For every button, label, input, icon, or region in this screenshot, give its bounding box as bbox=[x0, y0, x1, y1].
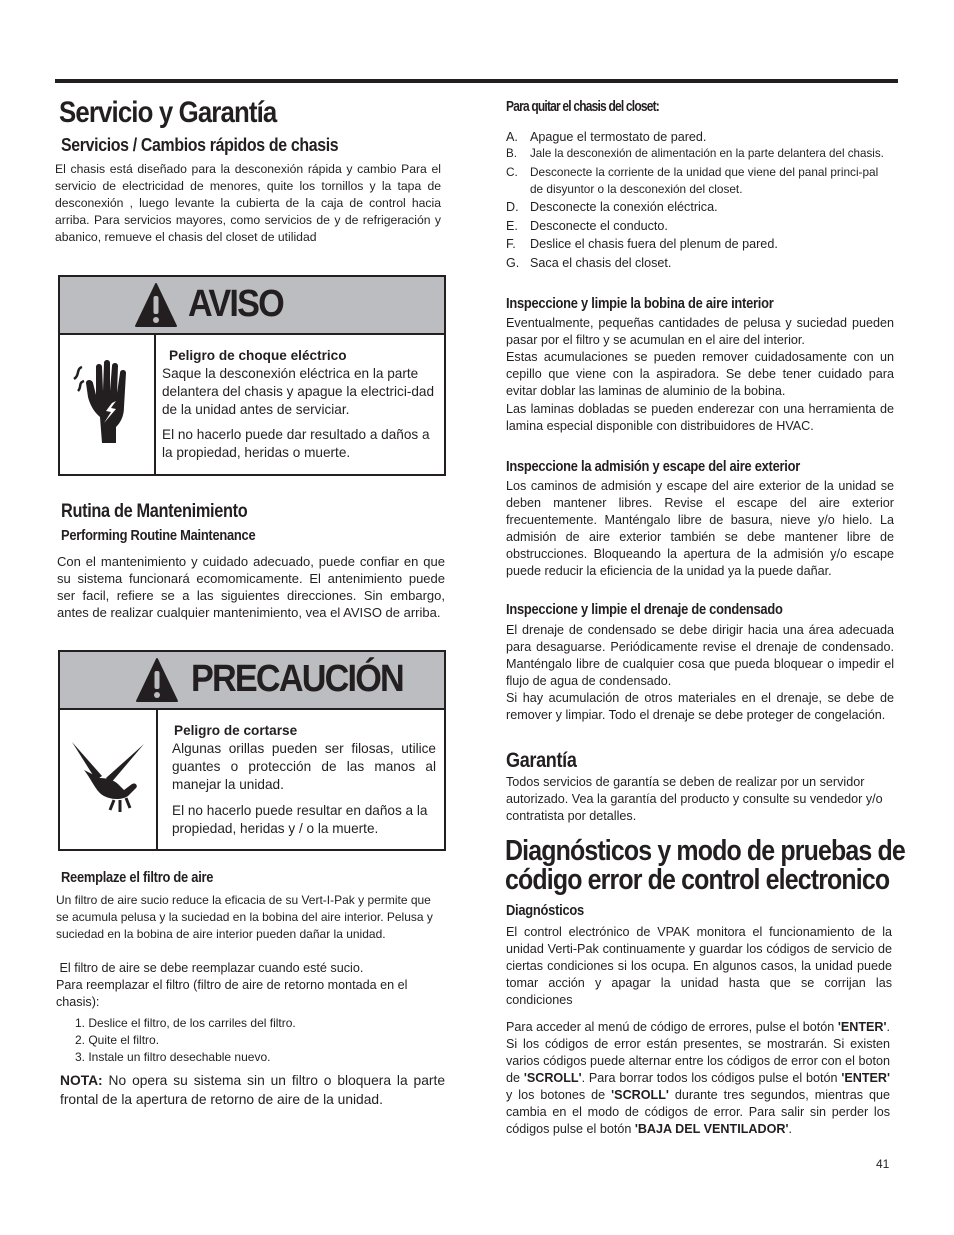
chasis-step: G. Saca el chasis del closet. bbox=[506, 255, 672, 270]
aviso-icon-cell bbox=[60, 335, 156, 474]
chasis-step: D. Desconecte la conexión eléctrica. bbox=[506, 200, 718, 215]
admision-text: Los caminos de admisión y escape del aire exterior de la unidad se deben mantener libres. Revise el escape del aire exterior frecuentemente. Manténgalo libre de basura, nieve y/o hielo. La admisión de aire exterior también se debe mantener libre de obstrucciones. Bloqueando la apertura de la admisión y/o escape puede reducir la eficiencia de la unidad ya la puede dañar. bbox=[506, 479, 894, 578]
filtro-text-1: Un filtro de aire sucio reduce la eficacia de su Vert-I-Pak y permite que se acumula pelusa y la suciedad en la bobina del aire interior. Pelusa y suciedad en la bobina de aire interior pueden dañar la unidad. bbox=[56, 893, 433, 941]
aviso-text-2: El no hacerlo puede dar resultado a daños a la propiedad, heridas o muerte. bbox=[162, 427, 430, 460]
rutina-subheading: Performing Routine Maintenance bbox=[61, 527, 256, 544]
chasis-step: E. Desconecte el conducto. bbox=[506, 218, 668, 233]
diag-text-2: Para acceder al menú de código de errores, pulse el botón 'ENTER'. Si los códigos de error están presentes, se mostrarán. Si existen varios códigos puede alternar entre los códigos de error con el boton de 'SCROLL'. Para borrar todos los códigos pulse el botón 'ENTER' y los botones de 'SCROLL' durante tres segundos, mientras que cambia en el modo de códigos de error. Para salir sin perder los códigos pulse el botón 'BAJA DEL VENTILADOR'. bbox=[506, 1020, 890, 1136]
quick-service-text: El chasis está diseñado para la desconexión rápida y cambio Para el servicio de electricidad de menores, quite los tornillos y la tapa de desconexión , luego levante la cubierta de la caja de control hacia arriba. Para servicios mayores, como servicios de y de refrigeración y abanico, remueve el chasis del closet de utilidad bbox=[55, 162, 441, 244]
aviso-label: Peligro de choque eléctrico bbox=[169, 348, 347, 363]
baja-ventilador-key-label: 'BAJA DEL VENTILADOR' bbox=[634, 1122, 789, 1136]
scroll-key-label: 'SCROLL' bbox=[523, 1071, 582, 1085]
warning-triangle-icon bbox=[134, 282, 178, 328]
diag-heading-line-2: código error de control electronico bbox=[505, 864, 890, 896]
diag-subheading: Diagnósticos bbox=[506, 902, 584, 919]
aviso-banner bbox=[60, 277, 444, 335]
enter-key-label: 'ENTER' bbox=[837, 1020, 887, 1034]
diag-heading-line-1: Diagnósticos y modo de pruebas de bbox=[505, 835, 905, 867]
page-title: Servicio y Garantía bbox=[59, 96, 277, 129]
drenaje-text-2: Si hay acumulación de otros materiales en el drenaje, se debe de remover y limpiar. Todo el drenaje se debe proteger de congelación. bbox=[506, 691, 894, 722]
filtro-text-3: Para reemplazar el filtro (filtro de aire de retorno montada en el chasis): bbox=[56, 978, 408, 1009]
precaucion-text-2: El no hacerlo puede resultar en daños a la propiedad, heridas y / o la muerte. bbox=[172, 803, 428, 836]
precaucion-label: Peligro de cortarse bbox=[174, 723, 298, 738]
drenaje-heading: Inspeccione y limpie el drenaje de condensado bbox=[506, 601, 783, 618]
garantia-heading: Garantía bbox=[506, 749, 577, 772]
aviso-title: AVISO bbox=[188, 283, 283, 325]
aviso-warning-box bbox=[58, 275, 446, 476]
quick-service-heading: Servicios / Cambios rápidos de chasis bbox=[61, 134, 339, 155]
chasis-step: B. Jale la desconexión de alimentación en la parte delantera del chasis. bbox=[506, 147, 884, 161]
warning-triangle-icon bbox=[135, 657, 179, 703]
precaucion-title: PRECAUCIÓN bbox=[191, 658, 403, 700]
bobina-text-2: Estas acumulaciones se pueden remover cuidadosamente con un cepillo que viene con la aspiradora. Se debe tener cuidado para evitar doblar las laminas de aluminio de la bobina. bbox=[506, 350, 894, 398]
precaucion-body bbox=[172, 722, 436, 838]
filtro-step: 2. Quite el filtro. bbox=[75, 1033, 160, 1047]
filtro-heading: Reemplaze el filtro de aire bbox=[61, 869, 214, 886]
chasis-heading: Para quitar el chasis del closet: bbox=[506, 98, 660, 115]
chasis-step: C. Desconecte la corriente de la unidad que viene del panal princi-pal de disyuntor o la desconexión del closet. bbox=[506, 165, 879, 197]
chasis-step: A. Apague el termostato de pared. bbox=[506, 130, 707, 144]
page-number: 41 bbox=[876, 1157, 890, 1171]
filtro-note bbox=[60, 1071, 445, 1109]
bobina-text-1: Eventualmente, pequeñas cantidades de pelusa y suciedad pueden pasar por el filtro y se acumulan en el aire del interior. bbox=[506, 316, 894, 347]
drenaje-text-1: El drenaje de condensado se debe dirigir hacia una área adecuada para desaguarse. Periódicamente revise el drenaje de condensado. Manténgalo libre de cualquier cosa que pueda bloquear o impedir el flujo de agua de condensado. bbox=[506, 623, 894, 688]
note-label: NOTA: bbox=[60, 1073, 103, 1088]
rutina-text: Con el mantenimiento y cuidado adecuado, puede confiar en que su sistema funcionará ecomomicamente. El antenimiento puede ser facil, refiere se a las siguientes direcciones. Sin embargo, antes de realizar cualquier mantenimiento, vea el AVISO de arriba. bbox=[57, 554, 445, 620]
bobina-heading: Inspeccione y limpie la bobina de aire interior bbox=[506, 295, 774, 312]
chasis-steps bbox=[506, 128, 894, 272]
filtro-step: 1. Deslice el filtro, de los carriles del filtro. bbox=[75, 1016, 296, 1030]
precaucion-icon-cell bbox=[60, 710, 158, 849]
precaucion-text-1: Algunas orillas pueden ser filosas, utilice guantes o protección de las manos al manejar la unidad. bbox=[172, 741, 436, 792]
rutina-heading: Rutina de Mantenimiento bbox=[61, 501, 248, 522]
admision-heading: Inspeccione la admisión y escape del aire exterior bbox=[506, 458, 800, 475]
note-text: No opera su sistema sin un filtro o bloquera la parte frontal de la apertura de retorno de aire de la unidad. bbox=[60, 1073, 445, 1107]
precaucion-banner bbox=[60, 652, 444, 710]
filtro-text-2: El filtro de aire se debe reemplazar cuando esté sucio. bbox=[56, 961, 364, 975]
electric-shock-hand-icon bbox=[72, 357, 142, 447]
aviso-body bbox=[162, 347, 436, 462]
cut-hand-icon bbox=[66, 740, 150, 816]
filtro-steps bbox=[75, 1015, 296, 1066]
precaucion-warning-box bbox=[58, 650, 446, 851]
bobina-text-3: Las laminas dobladas se pueden enderezar con una herramienta de lamina especial disponible con distribuidores de HVAC. bbox=[506, 402, 894, 433]
enter-key-label: 'ENTER' bbox=[841, 1071, 890, 1085]
garantia-text: Todos servicios de garantía se deben de realizar por un servidor autorizado. Vea la garantía del producto y consulte su vendedor y/o contratista por detalles. bbox=[506, 775, 883, 823]
filtro-step: 3. Instale un filtro desechable nuevo. bbox=[75, 1050, 271, 1064]
aviso-text-1: Saque la desconexión eléctrica en la parte delantera del chasis y apague la electrici-dad de la unidad antes de serviciar. bbox=[162, 366, 435, 417]
scroll-key-label: 'SCROLL' bbox=[611, 1088, 669, 1102]
chasis-step: F. Deslice el chasis fuera del plenum de pared. bbox=[506, 237, 778, 252]
diag-text-1: El control electrónico de VPAK monitora el funcionamiento de la unidad Verti-Pak continuamente y guardar los códigos de servicio de ciertas condiciones si los ocupa. En algunos casos, la unidad puede tomar acción y apagar la unidad hasta que se corrijan las condiciones bbox=[506, 925, 892, 1007]
top-rule bbox=[55, 79, 898, 83]
